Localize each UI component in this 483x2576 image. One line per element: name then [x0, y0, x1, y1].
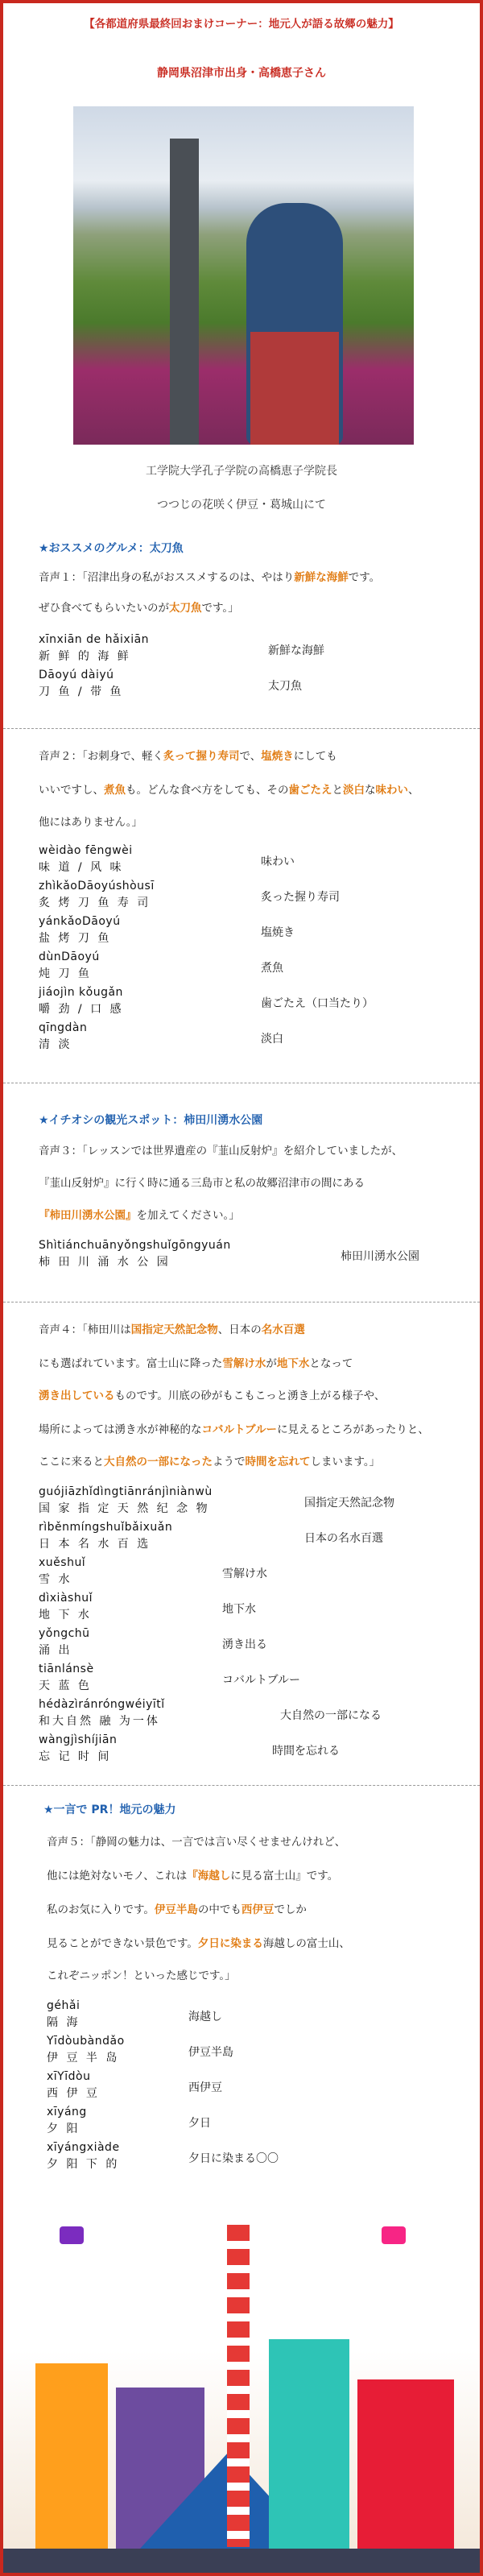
pinyin: qīngdàn [39, 1021, 88, 1034]
page-title: 【各都道府県最終回おまけコーナー：地元人が語る故郷の魅力】 [84, 18, 399, 31]
text: ここに来ると [39, 1456, 104, 1468]
chinese: 西 伊 豆 [47, 2087, 100, 2100]
pinyin: xīyángxiàde [47, 2141, 120, 2154]
pinyin: tiānlánsè [39, 1663, 94, 1675]
vocab-row [39, 1521, 457, 1556]
text: に見る富士山』です。 [230, 1870, 339, 1882]
text: で、 [239, 750, 262, 763]
text: と [332, 784, 343, 797]
text: 他には絶対ないモノ、これは [47, 1870, 188, 1882]
japanese: 淡白 [261, 1033, 283, 1046]
vocab-row [39, 915, 457, 950]
section-title-pr: ★一言で PR！地元の魅力 [43, 1804, 176, 1816]
chinese: 伊 豆 半 岛 [47, 2052, 120, 2065]
japanese: 伊豆半島 [188, 2046, 233, 2059]
chinese: 炙 烤 刀 鱼 寿 司 [39, 897, 151, 909]
pinyin: yánkǎoDāoyú [39, 915, 121, 928]
vocab-row [39, 1592, 457, 1627]
vocab-row [39, 1663, 457, 1698]
page-subtitle: 静岡県沼津市出身・高橋恵子さん [157, 67, 326, 80]
audio1-line2 [39, 594, 457, 623]
text: 、 [408, 784, 419, 797]
japanese: 夕日 [188, 2117, 211, 2130]
highlight: 湧き出している [39, 1389, 115, 1402]
chinese: 天 蓝 色 [39, 1679, 92, 1692]
japanese: 西伊豆 [188, 2081, 222, 2094]
audio2-line3: 他にはありません。」 [39, 816, 143, 829]
audio5-line1: 音声５：「静岡の魅力は、一言では言い尽くせませんけれど、 [47, 1836, 346, 1849]
text: の中でも [197, 1903, 242, 1916]
audio4-line2 [39, 1350, 457, 1378]
highlight: 煮魚 [104, 784, 126, 797]
chinese: 国 家 指 定 天 然 纪 念 物 [39, 1502, 210, 1515]
japanese: 雪解け水 [222, 1568, 267, 1580]
vocab-row [39, 1733, 457, 1769]
japanese: 新鮮な海鮮 [268, 644, 324, 657]
japanese: 夕日に染まる〇〇 [188, 2152, 279, 2165]
highlight: 大自然の一部になった [104, 1456, 213, 1468]
text: ようで [213, 1456, 246, 1468]
text: が [266, 1357, 277, 1370]
vocab-row [39, 1239, 457, 1274]
text: 場所によっては湧き水が神秘的な [39, 1423, 202, 1436]
vocab-row [39, 1485, 457, 1521]
vocab-row [39, 1556, 457, 1592]
pinyin: rìběnmíngshuǐbǎixuǎn [39, 1521, 173, 1534]
text: しまいます。」 [310, 1456, 381, 1468]
chinese: 地 下 水 [39, 1609, 92, 1621]
vocab-row [47, 1999, 465, 2035]
pinyin: Shìtiánchuānyǒngshuǐgōngyuán [39, 1239, 231, 1252]
pinyin: Dāoyú dàiyú [39, 669, 114, 681]
pinyin: dìxiàshuǐ [39, 1592, 93, 1605]
japanese: 炙った握り寿司 [261, 891, 340, 904]
highlight: 地下水 [276, 1357, 310, 1370]
pinyin: wèidào fēngwèi [39, 844, 133, 857]
pinyin: jiáojìn kǒugǎn [39, 986, 123, 999]
japanese: 海越し [188, 2011, 222, 2023]
vocab-row [39, 633, 457, 669]
chinese: 清 淡 [39, 1038, 72, 1051]
pinyin: xīyáng [47, 2106, 87, 2118]
highlight: 炙って握り寿司 [163, 750, 240, 763]
building-shape [357, 2379, 454, 2557]
tokyo-tower-shape [227, 2225, 250, 2547]
pinyin: xīYīdòu [47, 2070, 91, 2083]
highlight: 『柿田川湧水公園』 [39, 1209, 137, 1222]
japanese: 塩焼き [261, 926, 295, 939]
pinyin: guójiāzhǐdìngtiānránjìniànwù [39, 1485, 213, 1498]
japanese: コバルトブルー [222, 1674, 301, 1687]
text: でしか [274, 1903, 307, 1916]
audio4-line4 [39, 1416, 457, 1444]
text: に見えるところがあったりと、 [277, 1423, 429, 1436]
divider [3, 1785, 480, 1786]
text: 私のお気に入りです。 [47, 1903, 155, 1916]
audio2-line2 [39, 777, 457, 805]
audio1-line1 [39, 564, 457, 592]
portrait-photo [73, 106, 414, 445]
building-shape [269, 2339, 349, 2557]
pinyin: Yīdòubàndǎo [47, 2035, 125, 2048]
ground-strip [3, 2549, 480, 2573]
highlight: 国指定天然記念物 [130, 1323, 218, 1336]
text: にも選ばれています。富士山に降った [39, 1357, 223, 1370]
japanese: 時間を忘れる [272, 1745, 340, 1758]
text: にしても [293, 750, 337, 763]
highlight: 西伊豆 [241, 1903, 275, 1916]
photo-caption-1: 工学院大学孔子学院の高橋恵子学院長 [146, 465, 337, 478]
chinese: 涌 出 [39, 1644, 72, 1657]
section-title-gourmet: ★おススメのグルメ：太刀魚 [39, 542, 184, 555]
vocab-row [47, 2106, 465, 2141]
chinese: 忘 记 时 间 [39, 1750, 112, 1763]
highlight: コバルトブルー [201, 1423, 278, 1436]
text: いいですし、 [39, 784, 104, 797]
chinese: 日 本 名 水 百 选 [39, 1538, 151, 1551]
chinese: 和大自然 融 为一体 [39, 1715, 160, 1728]
highlight: 新鮮な海鮮 [294, 571, 349, 584]
text: 音声１：「沼津出身の私がおススメするのは、やはり [39, 571, 295, 584]
highlight: 塩焼き [261, 750, 294, 763]
chinese: 嚼 劲 / 口 感 [39, 1003, 124, 1016]
text: となって [309, 1357, 353, 1370]
vocab-row [39, 669, 457, 704]
chinese: 夕 阳 [47, 2123, 80, 2135]
highlight: 雪解け水 [222, 1357, 266, 1370]
vocab-row [39, 986, 457, 1021]
audio4-line1 [39, 1316, 457, 1344]
photo-caption-2: つつじの花咲く伊豆・葛城山にて [157, 499, 326, 511]
japanese: 味わい [261, 855, 295, 868]
chinese: 隔 海 [47, 2016, 80, 2029]
highlight: 夕日に染まる [197, 1937, 263, 1950]
chinese: 炖 刀 鱼 [39, 967, 92, 980]
vocab-row [39, 880, 457, 915]
chinese: 夕 阳 下 的 [47, 2158, 120, 2171]
text: ものです。川底の砂がもこもこっと湧き上がる様子や、 [114, 1389, 386, 1402]
audio3-line3 [39, 1202, 457, 1230]
japanese: 煮魚 [261, 962, 283, 975]
highlight: 淡白 [343, 784, 365, 797]
japanese: 歯ごたえ（口当たり） [261, 997, 374, 1010]
audio2-line1 [39, 743, 457, 771]
japanese: 日本の名水百選 [304, 1532, 383, 1545]
highlight: 歯ごたえ [288, 784, 332, 797]
summit-sign-pole [170, 139, 199, 445]
ropeway-gondola [382, 2226, 406, 2244]
highlight: 『海越し [187, 1870, 231, 1882]
text: 音声２：「お刺身で、軽く [39, 750, 163, 763]
chinese: 新 鲜 的 海 鲜 [39, 650, 131, 663]
text: な [365, 784, 376, 797]
text: 音声４：「柿田川は [39, 1323, 131, 1336]
audio5-line4 [47, 1930, 465, 1958]
chinese: 盐 烤 刀 鱼 [39, 932, 112, 945]
japanese: 太刀魚 [268, 680, 302, 693]
highlight: 名水百選 [261, 1323, 305, 1336]
building-shape [35, 2363, 108, 2557]
pinyin: xīnxiān de hǎixiān [39, 633, 150, 646]
pinyin: yǒngchū [39, 1627, 90, 1640]
text: 、日本の [217, 1323, 262, 1336]
audio4-line3 [39, 1382, 457, 1410]
highlight: 味わい [375, 784, 408, 797]
chinese: 柿 田 川 涌 水 公 园 [39, 1256, 171, 1269]
text: です。 [348, 571, 381, 584]
audio5-line3 [47, 1896, 465, 1924]
pinyin: dùnDāoyú [39, 950, 100, 963]
audio5-line5: これぞニッポン！といった感じです。」 [47, 1969, 236, 1982]
pinyin: hédàzìránróngwéiyītǐ [39, 1698, 165, 1711]
vocab-row [39, 1627, 457, 1663]
audio5-line2 [47, 1862, 465, 1891]
pinyin: xuěshuǐ [39, 1556, 86, 1569]
chinese: 味 道 / 风 味 [39, 861, 124, 874]
vocab-row [47, 2141, 465, 2176]
japanese: 柿田川湧水公園 [341, 1250, 419, 1263]
japanese: 国指定天然記念物 [304, 1497, 394, 1510]
highlight: 伊豆半島 [154, 1903, 198, 1916]
pinyin: zhìkǎoDāoyúshòusī [39, 880, 155, 892]
vocab-row [47, 2035, 465, 2070]
vocab-row [39, 844, 457, 880]
text: 見ることができない景色です。 [47, 1937, 198, 1950]
japanese: 湧き出る [222, 1638, 267, 1651]
text: も。どんな食べ方をしても、その [126, 784, 289, 797]
pinyin: géhǎi [47, 1999, 80, 2012]
pinyin: wàngjìshíjiān [39, 1733, 118, 1746]
vocab-row [39, 1021, 457, 1057]
section-title-sightseeing: ★イチオシの観光スポット：柿田川湧水公園 [39, 1114, 263, 1127]
vocab-row [39, 950, 457, 986]
chinese: 雪 水 [39, 1573, 72, 1586]
audio4-line5 [39, 1448, 457, 1476]
audio3-line1: 音声３：「レッスンでは世界遺産の『韮山反射炉』を紹介していましたが、 [39, 1145, 403, 1158]
japanese: 地下水 [222, 1603, 256, 1616]
highlight: 太刀魚 [169, 602, 202, 615]
vocab-row [47, 2070, 465, 2106]
highlight: 時間を忘れて [245, 1456, 311, 1468]
divider [3, 728, 480, 729]
chinese: 刀 鱼 / 带 鱼 [39, 685, 124, 698]
vocab-row [39, 1698, 457, 1733]
text: ぜひ食べてもらいたいのが [39, 602, 169, 615]
japanese: 大自然の一部になる [280, 1709, 382, 1722]
text: です。」 [201, 602, 239, 615]
person-skirt [250, 332, 339, 445]
text: を加えてください。」 [136, 1209, 240, 1222]
ropeway-gondola [60, 2226, 84, 2244]
audio3-line2: 『韮山反射炉』に行く時に通る三島市と私の故郷沼津市の間にある [39, 1177, 365, 1190]
text: 海越しの富士山、 [262, 1937, 350, 1950]
